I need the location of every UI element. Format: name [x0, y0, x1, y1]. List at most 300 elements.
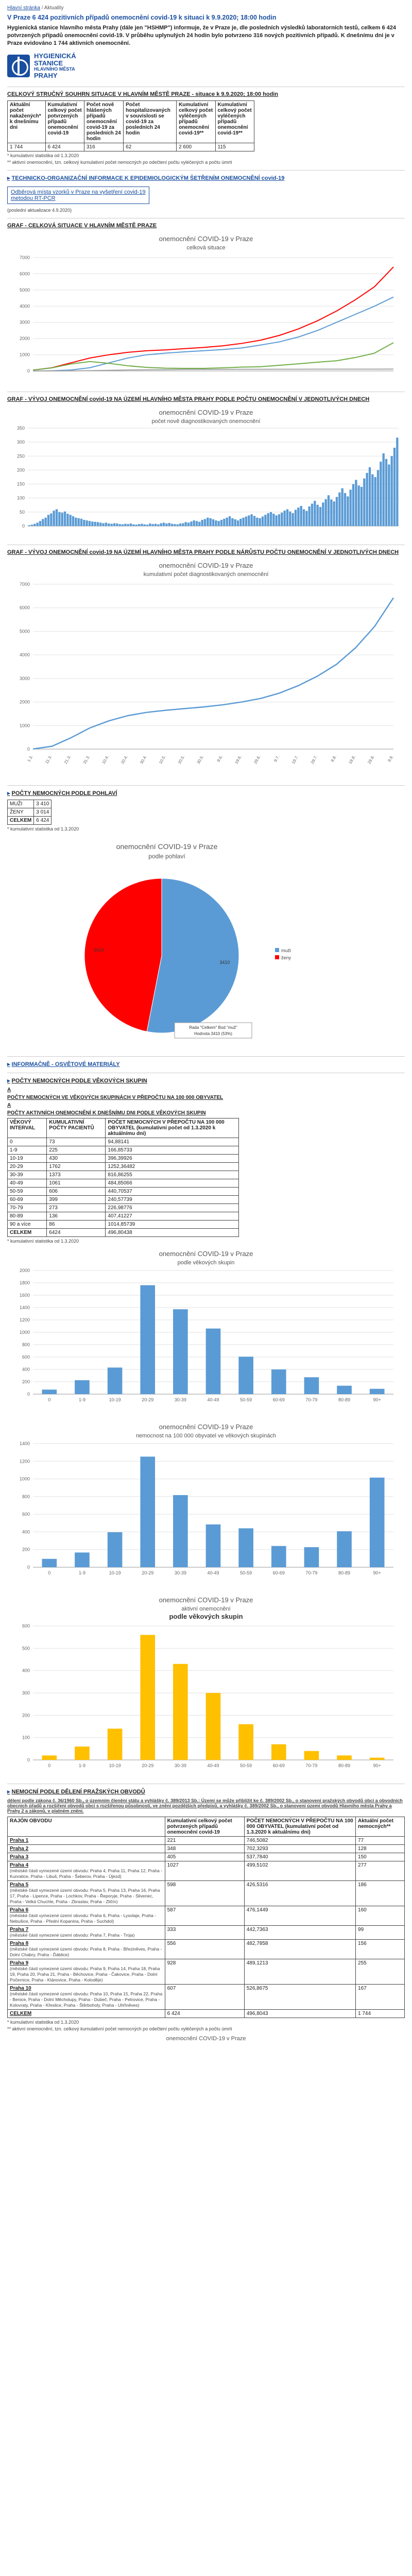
daily-bar	[314, 501, 316, 526]
chart-title: onemocnění COVID-19 v Praze	[159, 409, 253, 417]
y-tick-label: 0	[27, 368, 30, 374]
age-groups-chart	[7, 1247, 405, 1417]
y-tick-label: 1600	[19, 1293, 30, 1298]
table-row: Praha 10 (městské části vymezené území obvodu: Praha 10, Praha 15, Praha 22, Praha - Benice, Praha - Dolní Měcholupy, Praha - Dubeč, Praha - Petrovice, Praha - Kolovraty, Praha - Křeslice, Praha - Štěrboholy, Praha - Uhříněves) 607 526,8675 167	[8, 1985, 405, 2010]
y-tick-label: 300	[16, 439, 25, 445]
y-tick-label: 1200	[19, 1317, 30, 1323]
daily-bar	[138, 524, 140, 527]
age-bar	[370, 1389, 385, 1394]
x-tick-label: 30-39	[174, 1570, 186, 1576]
y-tick-label: 350	[16, 426, 25, 431]
chevron-right-icon: ▸	[7, 1061, 10, 1068]
y-tick-label: 1400	[19, 1305, 30, 1311]
summary-cell: 62	[124, 143, 177, 151]
daily-bar	[234, 519, 236, 526]
daily-bar	[56, 510, 58, 527]
daily-bar	[97, 522, 99, 527]
x-tick-label: 90+	[373, 1763, 381, 1769]
age-incidence-chart	[7, 1420, 405, 1590]
age-bar	[206, 1524, 221, 1567]
x-tick-label: 28.8.	[367, 754, 375, 765]
daily-bar	[182, 523, 184, 526]
age-bar	[42, 1390, 57, 1395]
daily-bar	[231, 518, 233, 526]
y-tick-label: 1200	[19, 1459, 30, 1464]
x-tick-label: 1-9	[78, 1570, 85, 1576]
daily-bar	[157, 524, 159, 526]
age-table-header: POČET NEMOCNÝCH V PŘEPOČTU NA 100 000 OBYVATEL (kumulativní počet od 1.3.2020 k aktuálnímu dni)	[106, 1118, 239, 1138]
districts-heading: ▸ NEMOCNÍ PODLE DĚLENÍ PRAŽSKÝCH OBVODŮ	[7, 1789, 145, 1795]
graph3-heading: GRAF - VÝVOJ ONEMOCNĚNÍ covid-19 NA ÚZEMÍ HLAVNÍHO MĚSTA PRAHY PODLE NÁRŮSTU POČTU ONEMOCNĚNÍ V JEDNOTLIVÝCH DNECH	[7, 549, 399, 556]
age-bar	[370, 1758, 385, 1760]
daily-bar	[190, 522, 192, 527]
districts-note: * kumulativní statistika od 1.3.2020	[7, 2020, 79, 2025]
summary-cell: 6 424	[45, 143, 84, 151]
daily-bar	[45, 518, 47, 526]
daily-bar	[127, 524, 129, 527]
daily-bar	[308, 506, 311, 526]
testing-sites-link-2[interactable]: metodou RT-PCR	[11, 195, 56, 202]
districts-table-header: RAJÓN OBVODU	[8, 1817, 165, 1837]
age-bar	[238, 1529, 253, 1568]
y-tick-label: 0	[27, 1392, 30, 1397]
daily-bar	[31, 525, 33, 527]
daily-bar	[58, 512, 60, 526]
osveta-heading	[7, 1061, 405, 1067]
table-row: 30-39 1373 816,86255	[8, 1171, 239, 1179]
y-tick-label: 250	[16, 453, 25, 459]
daily-bar	[286, 510, 288, 527]
x-tick-label: 20.5.	[177, 754, 186, 765]
osveta-link[interactable]: INFORMAČNĚ - OSVĚTOVÉ MATERIÁLY	[11, 1061, 120, 1068]
x-tick-label: 10.4.	[101, 754, 110, 765]
daily-bar	[267, 513, 269, 526]
daily-bar	[276, 516, 278, 527]
district-note: (městské části vymezené území obvodu: Praha 10, Praha 15, Praha 22, Praha - Benice, Praha - Dolní Měcholupy, Praha - Dubeč, Praha - Petrovice, Praha - Kolovraty, Praha - Křeslice, Praha - Štěrboholy, Praha - Uhříněves)	[10, 1991, 163, 2008]
age-bar	[337, 1386, 352, 1394]
districts-table-header: Aktuální počet nemocných**	[356, 1817, 405, 1837]
daily-bar	[259, 518, 261, 526]
y-tick-label: 1800	[19, 1280, 30, 1286]
daily-bar	[70, 515, 72, 527]
age-bar	[108, 1532, 123, 1567]
y-tick-label: 50	[19, 510, 25, 515]
y-tick-label: 0	[27, 1565, 30, 1570]
age-chart-2	[7, 1420, 405, 1590]
x-tick-label: 50-59	[240, 1570, 252, 1576]
daily-bar	[366, 473, 368, 526]
daily-bar	[116, 523, 118, 526]
age-bar	[140, 1285, 155, 1394]
y-tick-label: 600	[22, 1623, 30, 1629]
daily-bar	[78, 518, 80, 526]
age-bar	[271, 1744, 286, 1760]
x-tick-label: 31.3.	[82, 754, 91, 765]
daily-bar	[215, 520, 217, 526]
daily-bar	[146, 525, 148, 527]
chart-subtitle-2: podle věkových skupin	[169, 1613, 243, 1621]
daily-bar	[383, 453, 385, 526]
x-tick-label: 80-89	[338, 1397, 351, 1403]
chevron-right-icon: ▸	[7, 1789, 10, 1795]
daily-bar	[193, 520, 195, 526]
age-bar	[337, 1756, 352, 1760]
daily-bar	[391, 456, 393, 527]
x-tick-label: 11.3.	[44, 754, 53, 765]
daily-bar	[122, 524, 124, 526]
legend-label: muži	[281, 948, 291, 954]
graph1-heading: GRAF - CELKOVÁ SITUACE V HLAVNÍM MĚSTĚ PRAZE	[7, 223, 157, 229]
y-tick-label: 7000	[19, 255, 30, 261]
daily-bar	[61, 513, 63, 526]
x-tick-label: 30.4.	[139, 754, 148, 765]
daily-bar	[160, 523, 162, 526]
table-row: Praha 1 221 746,5082 77	[8, 1837, 405, 1845]
daily-bar	[330, 500, 332, 527]
daily-bar	[124, 524, 126, 526]
daily-bar	[80, 519, 82, 526]
daily-bar	[350, 490, 352, 527]
daily-bar	[256, 518, 258, 526]
tech-info-link[interactable]: TECHNICKO-ORGANIZAČNÍ INFORMACE K EPIDEMIOLOGICKÝM ŠETŘENÍM ONEMOCNĚNÍ covid-19	[11, 175, 285, 182]
y-tick-label: 100	[16, 496, 25, 501]
summary-header: Počet nově hlášených případů onemocnění covid-19 za posledních 24 hodin	[84, 101, 123, 143]
district-note: (městské části vymezené území obvodu: Praha 5, Praha 13, Praha 16, Praha 17, Praha - Lipence, Praha - Lochkov, Praha - Řeporyje, Praha - Slivenec, Praha - Velká Chuchle, Praha - Zbraslav, Praha - Zličín)	[10, 1888, 160, 1905]
table-row: Praha 4 (městské části vymezené území obvodu: Praha 4, Praha 11, Praha 12, Praha - Kunratice, Praha - Libuš, Praha - Šeberov, Praha - Újezd) 1027 499,5102 277	[8, 1861, 405, 1881]
daily-bar	[144, 524, 146, 526]
table-header-row	[8, 1118, 239, 1138]
daily-bar	[154, 524, 157, 526]
breadcrumb: Hlavní stránka / Aktuality	[7, 5, 64, 11]
daily-bar	[187, 523, 190, 527]
testing-sites-note: (poslední aktualizace 4.9.2020)	[7, 208, 72, 213]
x-tick-label: 10-19	[109, 1397, 121, 1403]
x-tick-label: 29.7.	[310, 754, 319, 765]
daily-bar	[135, 525, 138, 527]
x-tick-label: 1-9	[78, 1397, 85, 1403]
y-tick-label: 3000	[19, 676, 30, 682]
summary-heading: CELKOVÝ STRUČNÝ SOUHRN SITUACE V HLAVNÍM MĚSTĚ PRAZE - situace k 9.9.2020; 18:00 hodin	[7, 91, 279, 98]
daily-bar	[300, 506, 302, 526]
table-row: 20-29 1762 1252,36482	[8, 1163, 239, 1171]
age-sub-a: A	[7, 1087, 11, 1093]
district-note: (městské části vymezené území obvodu: Praha 8, Praha - Březiněves, Praha - Dolní Chabry, Praha - Ďáblice)	[10, 1946, 162, 1958]
pie-slice-ženy	[84, 878, 162, 1031]
daily-bar	[28, 526, 30, 527]
y-tick-label: 500	[22, 1646, 30, 1651]
daily-bar	[210, 518, 212, 526]
daily-bar	[358, 486, 360, 527]
y-tick-label: 800	[22, 1342, 30, 1348]
tooltip-text-2: Hodnota 3410 (53%)	[194, 1031, 232, 1037]
x-tick-label: 19.7.	[290, 754, 300, 765]
y-tick-label: 0	[22, 523, 25, 529]
daily-cases-chart	[7, 405, 405, 539]
daily-bar	[262, 517, 264, 526]
age-bar	[271, 1369, 286, 1394]
age-bar	[108, 1729, 123, 1760]
district-note: (městské části vymezené území obvodu: Praha 7, Praha - Troja)	[10, 1933, 135, 1938]
daily-bar	[278, 515, 280, 527]
y-tick-label: 150	[16, 481, 25, 487]
daily-bar	[119, 524, 121, 527]
series-line-zemřelí	[33, 369, 393, 371]
y-tick-label: 0	[27, 1757, 30, 1763]
graph1-chart	[7, 232, 405, 386]
daily-bar	[251, 515, 253, 527]
districts-table-header: Kumulativní celkový počet potvrzených případů onemocnění covid-19	[165, 1817, 244, 1837]
daily-bar	[50, 514, 52, 526]
y-tick-label: 200	[22, 1713, 30, 1718]
chart-subtitle: aktivní onemocnění	[181, 1606, 231, 1613]
logo-line3: HLAVNÍHO MĚSTA	[34, 66, 75, 72]
districts-note: ** aktivní onemocnění, tzn. celkový kumulativní počet nemocných po odečtení počtu vyléčených a počtu úmrtí	[7, 2026, 232, 2032]
age-bar	[173, 1495, 188, 1567]
chart-title: onemocnění COVID-19 v Praze	[159, 562, 253, 570]
gender-chart	[7, 835, 405, 1051]
legend-swatch	[275, 948, 279, 952]
legend-label: ženy	[281, 955, 291, 961]
age-bar	[173, 1310, 188, 1395]
page-title: V Praze 6 424 pozitivních případů onemocnění covid-19 k situaci k 9.9.2020; 18:00 hodin	[7, 14, 277, 21]
logo-emblem-icon	[7, 55, 30, 77]
y-tick-label: 4000	[19, 303, 30, 309]
daily-bar	[149, 523, 151, 526]
daily-bar	[130, 523, 132, 526]
daily-bar	[64, 512, 66, 526]
districts-intro: dělení podle zákona č. 36/1960 Sb., o územním členění státu a vyhlášky č. 389/2013 Sb.: Území se může přiblížit ke č. 389/2002 Sb., o stanovení pražských obvodů obcí a obvodních obecních úřadů a rozšíření obvodů obcí s rozšířenou působností, ve znění pozdějších předpisů, a vyhlášky č. 389/2002 Sb., o stanovení území obvodů Hlavního města Prahy a Prahy 2 a zákonů, v platném znění.	[7, 1798, 403, 1814]
daily-bar	[341, 488, 344, 526]
chart-subtitle: podle věkových skupin	[177, 1260, 235, 1266]
x-tick-label: 9.6.	[216, 754, 224, 763]
x-tick-label: 80-89	[338, 1570, 351, 1576]
chart-title: onemocnění COVID-19 v Praze	[159, 1250, 253, 1258]
y-tick-label: 4000	[19, 652, 30, 658]
x-tick-label: 20-29	[142, 1570, 154, 1576]
x-tick-label: 40-49	[207, 1570, 219, 1576]
daily-bar	[284, 511, 286, 526]
x-tick-label: 90+	[373, 1570, 381, 1576]
x-tick-label: 10-19	[109, 1763, 121, 1769]
table-row: 90 a více 86 1014,85739	[8, 1221, 239, 1229]
table-row: 80-89 136 407,41227	[8, 1212, 239, 1221]
x-tick-label: 50-59	[240, 1397, 252, 1403]
daily-bar	[325, 499, 327, 526]
age-table-header: VĚKOVÝ INTERVAL	[8, 1118, 47, 1138]
age-subheading-2: POČTY AKTIVNÍCH ONEMOCNĚNÍ K DNEŠNÍMU DNI PODLE VĚKOVÝCH SKUPIN	[7, 1110, 206, 1116]
daily-bar	[185, 522, 187, 527]
chart-subtitle: podle pohlaví	[148, 853, 185, 860]
chart-subtitle: nemocnost na 100 000 obyvatel ve věkových skupinách	[135, 1433, 277, 1439]
daily-bar	[243, 518, 245, 526]
summary-cell: 316	[84, 143, 123, 151]
y-tick-label: 800	[22, 1494, 30, 1500]
daily-bar	[311, 504, 313, 526]
daily-bar	[245, 517, 247, 526]
age-heading: ▸ POČTY NEMOCNÝCH PODLE VĚKOVÝCH SKUPIN	[7, 1078, 147, 1084]
daily-bar	[152, 524, 154, 527]
age-note: * kumulativní statistika od 1.3.2020	[7, 1239, 79, 1244]
age-bar	[238, 1724, 253, 1760]
y-tick-label: 400	[22, 1668, 30, 1673]
age-subheading-1: POČTY NEMOCNÝCH VE VĚKOVÝCH SKUPINÁCH V PŘEPOČTU NA 100 000 OBYVATEL	[7, 1095, 224, 1101]
gender-pie-chart	[7, 835, 327, 1051]
age-bar	[206, 1329, 221, 1394]
age-bar	[75, 1747, 90, 1760]
daily-bar	[295, 510, 297, 526]
table-header-row	[8, 1817, 405, 1837]
cumulative-cases-chart	[7, 558, 405, 780]
overall-situation-chart	[7, 232, 405, 386]
logo-line4: PRAHY	[34, 72, 58, 80]
age-bar	[42, 1756, 57, 1760]
table-row: Praha 8 (městské části vymezené území obvodu: Praha 8, Praha - Březiněves, Praha - Dolní Chabry, Praha - Ďáblice) 556 482,7858 156	[8, 1940, 405, 1959]
chart-title: onemocnění COVID-19 v Praze	[116, 842, 218, 851]
x-tick-label: 70-79	[305, 1397, 318, 1403]
table-row: 50-59 606 440,70537	[8, 1188, 239, 1196]
summary-note: * kumulativní statistika od 1.3.2020	[7, 153, 79, 159]
x-tick-label: 9.9.	[387, 754, 394, 763]
daily-bar	[328, 496, 330, 527]
summary-header: Počet hospitalizovaných v souvislosti se covid-19 za posledních 24 hodin	[124, 101, 177, 143]
breadcrumb-home[interactable]: Hlavní stránka	[7, 5, 40, 11]
x-tick-label: 50-59	[240, 1763, 252, 1769]
daily-bar	[86, 520, 88, 526]
daily-bar	[113, 523, 115, 526]
logo-line1: HYGIENICKÁ	[34, 52, 76, 60]
table-row: Praha 2 348 702,3293 128	[8, 1845, 405, 1853]
tooltip-text: Rada "Celkem" Bod "muž"	[189, 1025, 237, 1030]
age-bar	[206, 1693, 221, 1760]
x-tick-label: 40-49	[207, 1763, 219, 1769]
x-tick-label: 90+	[373, 1397, 381, 1403]
daily-bar	[212, 519, 214, 526]
testing-sites-link[interactable]: Odběrová místa vzorků v Praze na vyšetření covid-19	[11, 189, 146, 196]
daily-bar	[223, 519, 225, 526]
y-tick-label: 1000	[19, 723, 30, 728]
y-tick-label: 1000	[19, 352, 30, 358]
daily-bar	[248, 516, 250, 527]
y-tick-label: 200	[16, 467, 25, 473]
chevron-right-icon: ▸	[7, 790, 10, 797]
table-row: CELKEM 6 424	[8, 817, 52, 825]
x-tick-label: 18.8.	[348, 754, 357, 765]
daily-bar	[352, 484, 354, 526]
daily-bar	[374, 477, 376, 526]
daily-bar	[132, 524, 134, 526]
age-bar	[304, 1751, 319, 1760]
daily-bar	[72, 516, 74, 526]
district-note: (městské části vymezené území obvodu: Praha 6, Praha - Lysolaje, Praha - Nebušice, Praha - Přední Kopanina, Praha - Suchdol)	[10, 1913, 157, 1924]
x-tick-label: 19.6.	[234, 754, 243, 765]
x-tick-label: 9.7.	[273, 754, 281, 763]
daily-bar	[37, 523, 39, 527]
daily-bar	[33, 524, 36, 526]
daily-bar	[83, 520, 85, 526]
district-note: (městské části vymezené území obvodu: Praha 9, Praha 14, Praha 18, Praha 19, Praha 20, Praha 21, Praha - Běchovice, Praha - Čakovice, Praha - Dolní Počernice, Praha - Klánovice, Praha - Koloděje)	[10, 1966, 160, 1983]
age-bar	[173, 1664, 188, 1760]
daily-bar	[369, 467, 371, 526]
age-bar	[140, 1457, 155, 1568]
y-tick-label: 5000	[19, 287, 30, 293]
districts-table	[7, 1817, 405, 2018]
y-tick-label: 2000	[19, 336, 30, 342]
y-tick-label: 600	[22, 1354, 30, 1360]
daily-bar	[396, 438, 398, 527]
district-note: (městské části vymezené území obvodu: Praha 4, Praha 11, Praha 12, Praha - Kunratice, Praha - Libuš, Praha - Šeberov, Praha - Újezd)	[10, 1868, 163, 1879]
daily-bar	[218, 521, 220, 527]
chart-subtitle: počet nově diagnostikovaných onemocnění	[151, 418, 261, 425]
age-bar	[108, 1368, 123, 1395]
y-tick-label: 1000	[19, 1476, 30, 1482]
daily-bar	[102, 523, 105, 526]
y-tick-label: 0	[27, 747, 30, 752]
graph2-heading: GRAF - VÝVOJ ONEMOCNĚNÍ covid-19 NA ÚZEMÍ HLAVNÍHO MĚSTA PRAHY PODLE POČTU ONEMOCNĚNÍ V JEDNOTLIVÝCH DNECH	[7, 396, 370, 403]
gender-heading: ▸ POČTY NEMOCNÝCH PODLE POHLAVÍ	[7, 790, 117, 797]
y-tick-label: 400	[22, 1367, 30, 1372]
x-tick-label: 21.3.	[63, 754, 72, 765]
age-bar	[75, 1380, 90, 1394]
age-bar	[140, 1635, 155, 1760]
pie-slice-label: 3410	[219, 960, 230, 965]
table-row: CELKEM 6424 496,80438	[8, 1229, 239, 1237]
daily-bar	[91, 522, 93, 527]
y-tick-label: 400	[22, 1529, 30, 1535]
daily-bar	[53, 511, 55, 526]
chart-title: onemocnění COVID-19 v Praze	[159, 1423, 253, 1431]
daily-bar	[163, 523, 165, 527]
daily-bar	[363, 479, 365, 526]
daily-bar	[388, 465, 390, 526]
summary-cell: 115	[215, 143, 254, 151]
y-tick-label: 1400	[19, 1441, 30, 1447]
table-row: Praha 5 (městské části vymezené území obvodu: Praha 5, Praha 13, Praha 16, Praha 17, Praha - Lipence, Praha - Lochkov, Praha - Řeporyje, Praha - Slivenec, Praha - Velká Chuchle, Praha - Zbraslav, Praha - Zličín) 598 426,5316 186	[8, 1881, 405, 1906]
gender-table	[7, 800, 52, 825]
daily-bar	[303, 510, 305, 527]
chart-subtitle: kumulativní počet diagnostikovaných onemocnění	[143, 571, 269, 578]
summary-header: Kumulativní celkový počet potvrzených případů onemocnění covid-19	[45, 101, 84, 143]
daily-bar	[165, 523, 167, 526]
x-tick-label: 1-9	[78, 1763, 85, 1769]
daily-bar	[105, 523, 107, 527]
daily-bar	[111, 524, 113, 526]
chart-title: onemocnění COVID-19 v Praze	[159, 1596, 253, 1604]
summary-cell: 1 744	[8, 143, 46, 151]
daily-bar	[204, 519, 206, 527]
daily-bar	[272, 514, 274, 526]
hshmp-logo	[7, 53, 405, 80]
table-row: CELKEM 6 424 496,8043 1 744	[8, 2010, 405, 2018]
x-tick-label: 0	[48, 1397, 51, 1403]
age-bar	[238, 1357, 253, 1395]
daily-bar	[336, 497, 338, 526]
daily-bar	[317, 505, 319, 526]
daily-bar	[371, 474, 373, 526]
table-row: Praha 9 (městské části vymezené území obvodu: Praha 9, Praha 14, Praha 18, Praha 19, Praha 20, Praha 21, Praha - Běchovice, Praha - Čakovice, Praha - Dolní Počernice, Praha - Klánovice, Praha - Koloděje) 928 489,1213 255	[8, 1959, 405, 1985]
x-tick-label: 20-29	[142, 1763, 154, 1769]
daily-bar	[226, 518, 228, 526]
x-tick-label: 60-69	[272, 1570, 285, 1576]
age-bar	[304, 1378, 319, 1395]
y-tick-label: 200	[22, 1379, 30, 1385]
daily-bar	[174, 524, 176, 527]
y-tick-label: 2000	[19, 1268, 30, 1274]
y-tick-label: 3000	[19, 320, 30, 326]
table-row: 40-49 1061 484,85066	[8, 1179, 239, 1188]
chart-subtitle: celková situace	[186, 245, 226, 251]
daily-bar	[322, 503, 324, 527]
x-tick-label: 30.5.	[196, 754, 205, 765]
